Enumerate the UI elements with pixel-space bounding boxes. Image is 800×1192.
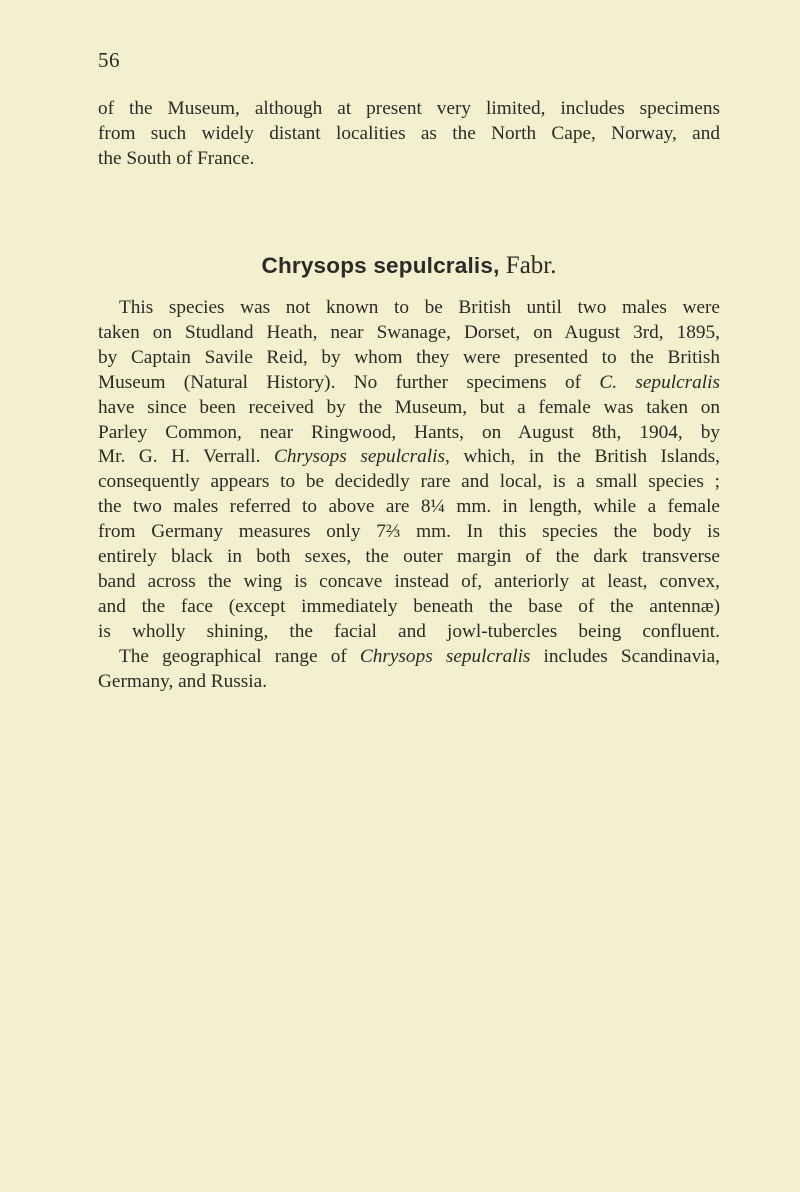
- text-segment: Museum (Natural History). No further specimens of: [98, 371, 582, 393]
- intro-paragraph: [98, 97, 720, 172]
- text-line: by Captain Savile Reid, by whom they were presented to the British: [98, 346, 720, 368]
- text-line: consequently appears to be decidedly rare and local, is a small species ;: [98, 471, 720, 493]
- text-segment: Mr. G. H. Verrall.: [98, 446, 261, 468]
- text-line: is wholly shining, the facial and jowl-tubercles being confluent.: [98, 620, 720, 642]
- species-name: Chrysops sepulcralis,: [261, 253, 500, 278]
- text-line: from Germany measures only 7⅔ mm. In this species the body is: [98, 521, 720, 543]
- text-line: entirely black in both sexes, the outer margin of the dark transverse: [98, 546, 720, 568]
- text-line: [98, 645, 720, 670]
- text-line: [98, 445, 720, 470]
- page-number: 56: [98, 48, 120, 72]
- text-line: of the Museum, although at present very limited, includes specimens: [98, 98, 720, 119]
- text-line: band across the wing is concave instead of, anteriorly at least, convex,: [98, 570, 720, 592]
- text-line: Germany, and Russia.: [98, 670, 268, 692]
- italic-species-name: Chrysops sepulcralis,: [273, 446, 450, 468]
- species-author: Fabr.: [505, 252, 557, 279]
- text-line: the South of France.: [98, 147, 255, 169]
- italic-species-name: C. sepulcralis: [599, 371, 720, 393]
- text-line: Parley Common, near Ringwood, Hants, on August 8th, 1904, by: [98, 421, 720, 443]
- text-segment: which, in the British Islands,: [463, 446, 720, 468]
- text-line: [98, 371, 720, 396]
- text-line: and the face (except immediately beneath the base of the antennæ): [98, 595, 720, 617]
- text-line: This species was not known to be British until two males were: [119, 297, 720, 318]
- italic-species-name: Chrysops sepulcralis: [359, 645, 531, 667]
- text-line: from such widely distant localities as the North Cape, Norway, and: [98, 122, 720, 144]
- text-line: have since been received by the Museum, but a female was taken on: [98, 396, 720, 418]
- text-segment: The geographical range of: [119, 645, 347, 667]
- species-description: [98, 296, 720, 695]
- species-heading: [98, 251, 720, 281]
- text-segment: includes Scandinavia,: [543, 645, 720, 667]
- text-line: the two males referred to above are 8¼ mm. in length, while a female: [98, 496, 720, 518]
- text-line: taken on Studland Heath, near Swanage, Dorset, on August 3rd, 1895,: [98, 321, 720, 343]
